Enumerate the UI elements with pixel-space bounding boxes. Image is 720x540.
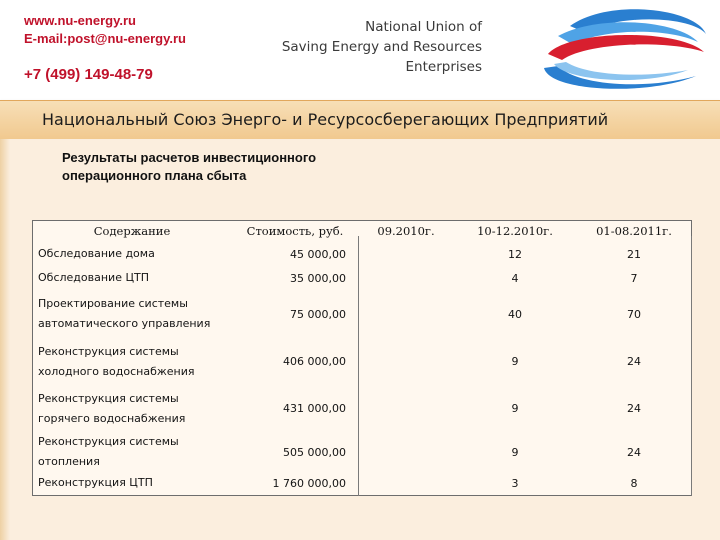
row-cost: 505 000,00 [283,445,346,459]
row-description [32,266,232,290]
table-row [32,242,692,266]
row-period-2: 9 [511,402,519,415]
row-period-3: 70 [627,307,641,321]
org-line-1: National Union of [365,19,482,35]
row-description [32,385,232,432]
row-period-2: 9 [511,445,519,459]
row-name-line: Реконструкция системы [38,344,179,358]
row-period-3: 8 [630,476,638,490]
row-description [32,338,232,385]
row-period-1 [358,432,454,472]
row-description [32,432,232,472]
header [0,0,720,100]
row-period-1 [358,385,454,432]
row-period-3: 24 [627,445,641,459]
header-content: Содержание [93,224,171,238]
row-period-1 [358,472,454,494]
contact-info [24,12,186,83]
header-cost: Стоимость, руб. [246,224,344,238]
table-row [32,290,692,338]
row-period-1 [358,338,454,385]
table-row [32,472,692,494]
row-period-2: 4 [511,271,519,285]
email-link[interactable]: E-mail:post@nu-energy.ru [24,31,186,46]
org-line-2: Saving Energy and Resources [281,39,482,55]
row-cost: 431 000,00 [283,402,346,415]
left-decorative-stripe [0,139,10,540]
header-period-2: 10-12.2010г. [477,224,553,238]
row-period-1 [358,242,454,266]
row-cost: 75 000,00 [290,307,346,321]
row-cost: 406 000,00 [283,355,346,368]
org-line-3: Enterprises [405,59,482,75]
row-period-2: 12 [508,247,522,261]
results-table [32,220,692,494]
row-description [32,242,232,266]
phone-number: +7 (499) 149-48-79 [24,66,153,83]
row-period-1 [358,290,454,338]
table-row [32,385,692,432]
row-period-3: 21 [627,247,641,261]
row-period-2: 40 [508,307,522,321]
row-name-line: Реконструкция ЦТП [38,476,153,489]
subtitle-line-1: Результаты расчетов инвестиционного [62,150,317,165]
table-row [32,338,692,385]
row-description [32,472,232,494]
row-name-line: холодного водоснабжения [38,364,195,378]
website-link[interactable]: www.nu-energy.ru [24,13,136,28]
organization-name [222,17,482,77]
row-name-line: Проектирование системы [38,297,188,310]
row-period-2: 3 [511,476,519,490]
row-name-line: автоматического управления [38,317,211,330]
row-name-line: Реконструкция системы [38,391,179,405]
table-header-row [32,220,692,242]
row-name-line: Обследование ЦТП [38,271,149,284]
subtitle-line-2: операционного плана сбыта [62,168,247,183]
row-cost: 45 000,00 [290,247,346,261]
banner-title: Национальный Союз Энерго- и Ресурсосберегающих Предприятий [42,110,609,129]
header-period-3: 01-08.2011г. [596,224,672,238]
row-cost: 35 000,00 [290,271,346,285]
table-row [32,432,692,472]
section-subtitle [62,149,402,185]
row-name-line: горячего водоснабжения [38,411,186,425]
header-period-1: 09.2010г. [377,224,435,238]
swoosh-logo-icon [528,6,718,98]
row-period-3: 7 [630,271,638,285]
title-banner [0,100,720,139]
row-cost: 1 760 000,00 [272,476,346,490]
row-name-line: отопления [38,455,100,468]
row-period-1 [358,266,454,290]
row-description [32,290,232,338]
row-period-3: 24 [627,402,641,415]
table-row [32,266,692,290]
row-name-line: Реконструкция системы [38,435,179,448]
row-period-2: 9 [511,355,519,368]
row-period-3: 24 [627,355,641,368]
row-name-line: Обследование дома [38,247,155,260]
